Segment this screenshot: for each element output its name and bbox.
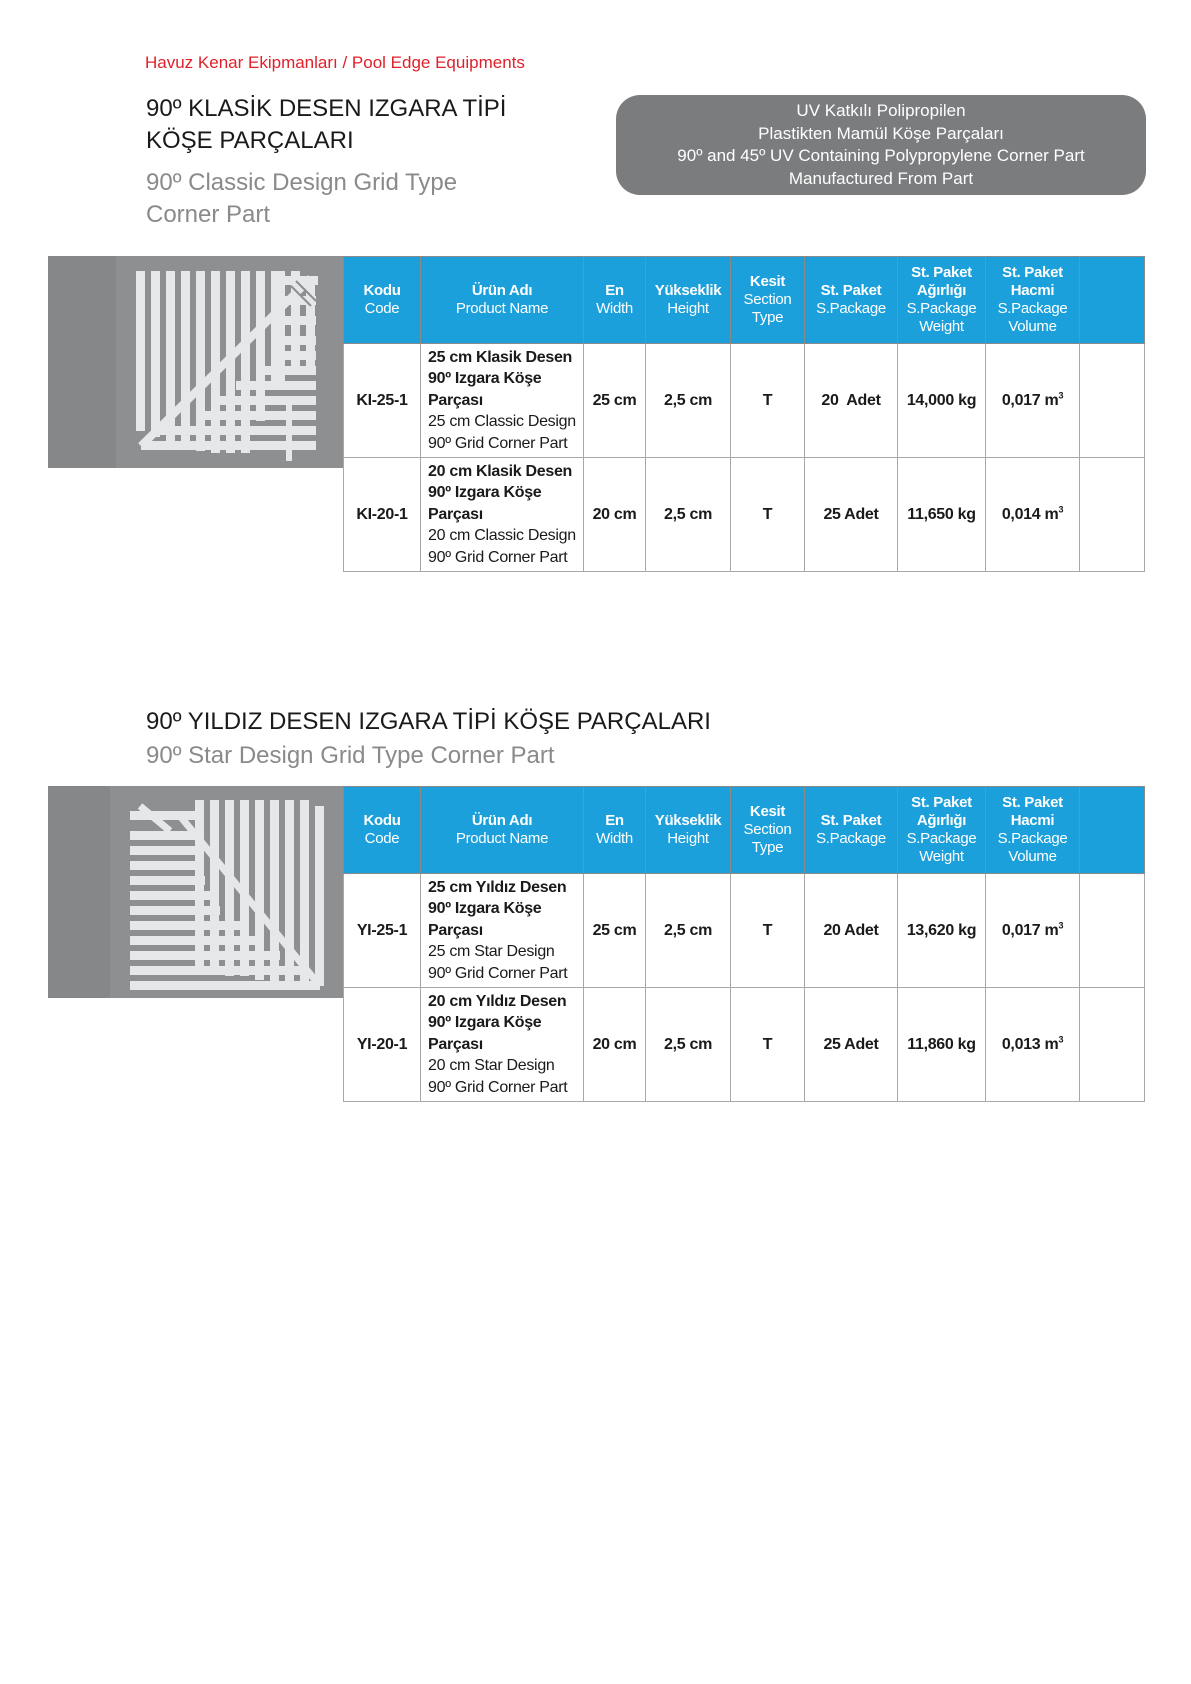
section-1-title-en-line1: 90º Classic Design Grid Type [146, 169, 458, 196]
star-grid-corner-image [110, 786, 343, 998]
header-height: Yükseklik Height [646, 787, 731, 874]
cell-width: 25 cm [584, 344, 646, 458]
cell-code: KI-25-1 [344, 344, 421, 458]
section-2-title-en: 90º Star Design Grid Type Corner Part [146, 742, 555, 769]
header-section-type: Kesit Section Type [731, 257, 805, 344]
table-header-row [344, 787, 1145, 874]
cell-empty [1080, 874, 1145, 988]
cell-empty [1080, 988, 1145, 1102]
section-1-title-en-line2: Corner Part [146, 201, 271, 228]
header-package: St. Paket S.Package [805, 787, 898, 874]
cell-section-type: T [731, 344, 805, 458]
cell-weight: 13,620 kg [898, 874, 986, 988]
cell-product-name: 25 cm Klasik Desen 90º Izgara Köşe Parçası 25 cm Classic Design 90º Grid Corner Part [421, 344, 584, 458]
cell-code: YI-20-1 [344, 988, 421, 1102]
header-product-name: Ürün Adı Product Name [421, 787, 584, 874]
breadcrumb: Havuz Kenar Ekipmanları / Pool Edge Equipments [145, 53, 525, 72]
section-2-title-tr: 90º YILDIZ DESEN IZGARA TİPİ KÖŞE PARÇALARI [146, 708, 711, 735]
header-empty [1080, 257, 1145, 344]
cell-volume: 0,013 $m^3$ [986, 988, 1080, 1102]
info-line-2: Plastikten Mamül Köşe Parçaları [758, 123, 1004, 143]
header-package-volume: St. Paket Hacmi S.Package Volume [986, 787, 1080, 874]
header-package-weight: St. Paket Ağırlığı S.Package Weight [898, 787, 986, 874]
table-row [344, 874, 1145, 988]
section-1-spec-table [343, 256, 1145, 572]
header-height: Yükseklik Height [646, 257, 731, 344]
cell-height: 2,5 cm [646, 988, 731, 1102]
header-package-volume: St. Paket Hacmi S.Package Volume [986, 257, 1080, 344]
cell-height: 2,5 cm [646, 874, 731, 988]
table-row [344, 344, 1145, 458]
info-line-4: Manufactured From Part [788, 168, 974, 188]
header-width: En Width [584, 787, 646, 874]
cell-volume: 0,014 $m^3$ [986, 458, 1080, 572]
header-empty [1080, 787, 1145, 874]
material-info-box [616, 95, 1146, 195]
header-width: En Width [584, 257, 646, 344]
table-row [344, 458, 1145, 572]
header-code: Kodu Code [344, 787, 421, 874]
cell-width: 25 cm [584, 874, 646, 988]
cell-weight: 11,860 kg [898, 988, 986, 1102]
header-package: St. Paket S.Package [805, 257, 898, 344]
section-1-title-en [146, 167, 457, 231]
info-line-1: UV Katkılı Polipropilen [796, 101, 966, 120]
header-package-weight: St. Paket Ağırlığı S.Package Weight [898, 257, 986, 344]
cell-weight: 14,000 kg [898, 344, 986, 458]
cell-product-name: 20 cm Yıldız Desen 90º Izgara Köşe Parçası 20 cm Star Design 90º Grid Corner Part [421, 988, 584, 1102]
section-2-spec-table [343, 786, 1145, 1102]
cell-width: 20 cm [584, 988, 646, 1102]
header-product-name: Ürün Adı Product Name [421, 257, 584, 344]
cell-weight: 11,650 kg [898, 458, 986, 572]
header-section-type: Kesit Section Type [731, 787, 805, 874]
section-1-title-tr-line2: KÖŞE PARÇALARI [146, 127, 354, 154]
cell-empty [1080, 344, 1145, 458]
section-1-title-tr-line1: 90º KLASİK DESEN IZGARA TİPİ [146, 95, 507, 122]
cell-package: 20 Adet [805, 874, 898, 988]
cell-section-type: T [731, 874, 805, 988]
header-code: Kodu Code [344, 257, 421, 344]
cell-package: 25 Adet [805, 988, 898, 1102]
cell-product-name: 20 cm Klasik Desen 90º Izgara Köşe Parçası 20 cm Classic Design 90º Grid Corner Part [421, 458, 584, 572]
cell-code: YI-25-1 [344, 874, 421, 988]
table-header-row [344, 257, 1145, 344]
cell-height: 2,5 cm [646, 458, 731, 572]
classic-grid-corner-image [116, 256, 343, 468]
section-1-title-tr [146, 93, 506, 157]
cell-empty [1080, 458, 1145, 572]
cell-package: 25 Adet [805, 458, 898, 572]
cell-volume: 0,017 $m^3$ [986, 874, 1080, 988]
cell-height: 2,5 cm [646, 344, 731, 458]
cell-volume: 0,017 $m^3$ [986, 344, 1080, 458]
info-line-3: 90º and 45º UV Containing Polypropylene Corner Part [677, 146, 1085, 165]
cell-width: 20 cm [584, 458, 646, 572]
cell-package: 20 Adet [805, 344, 898, 458]
cell-section-type: T [731, 988, 805, 1102]
cell-section-type: T [731, 458, 805, 572]
cell-code: KI-20-1 [344, 458, 421, 572]
cell-product-name: 25 cm Yıldız Desen 90º Izgara Köşe Parçası 25 cm Star Design 90º Grid Corner Part [421, 874, 584, 988]
table-row [344, 988, 1145, 1102]
